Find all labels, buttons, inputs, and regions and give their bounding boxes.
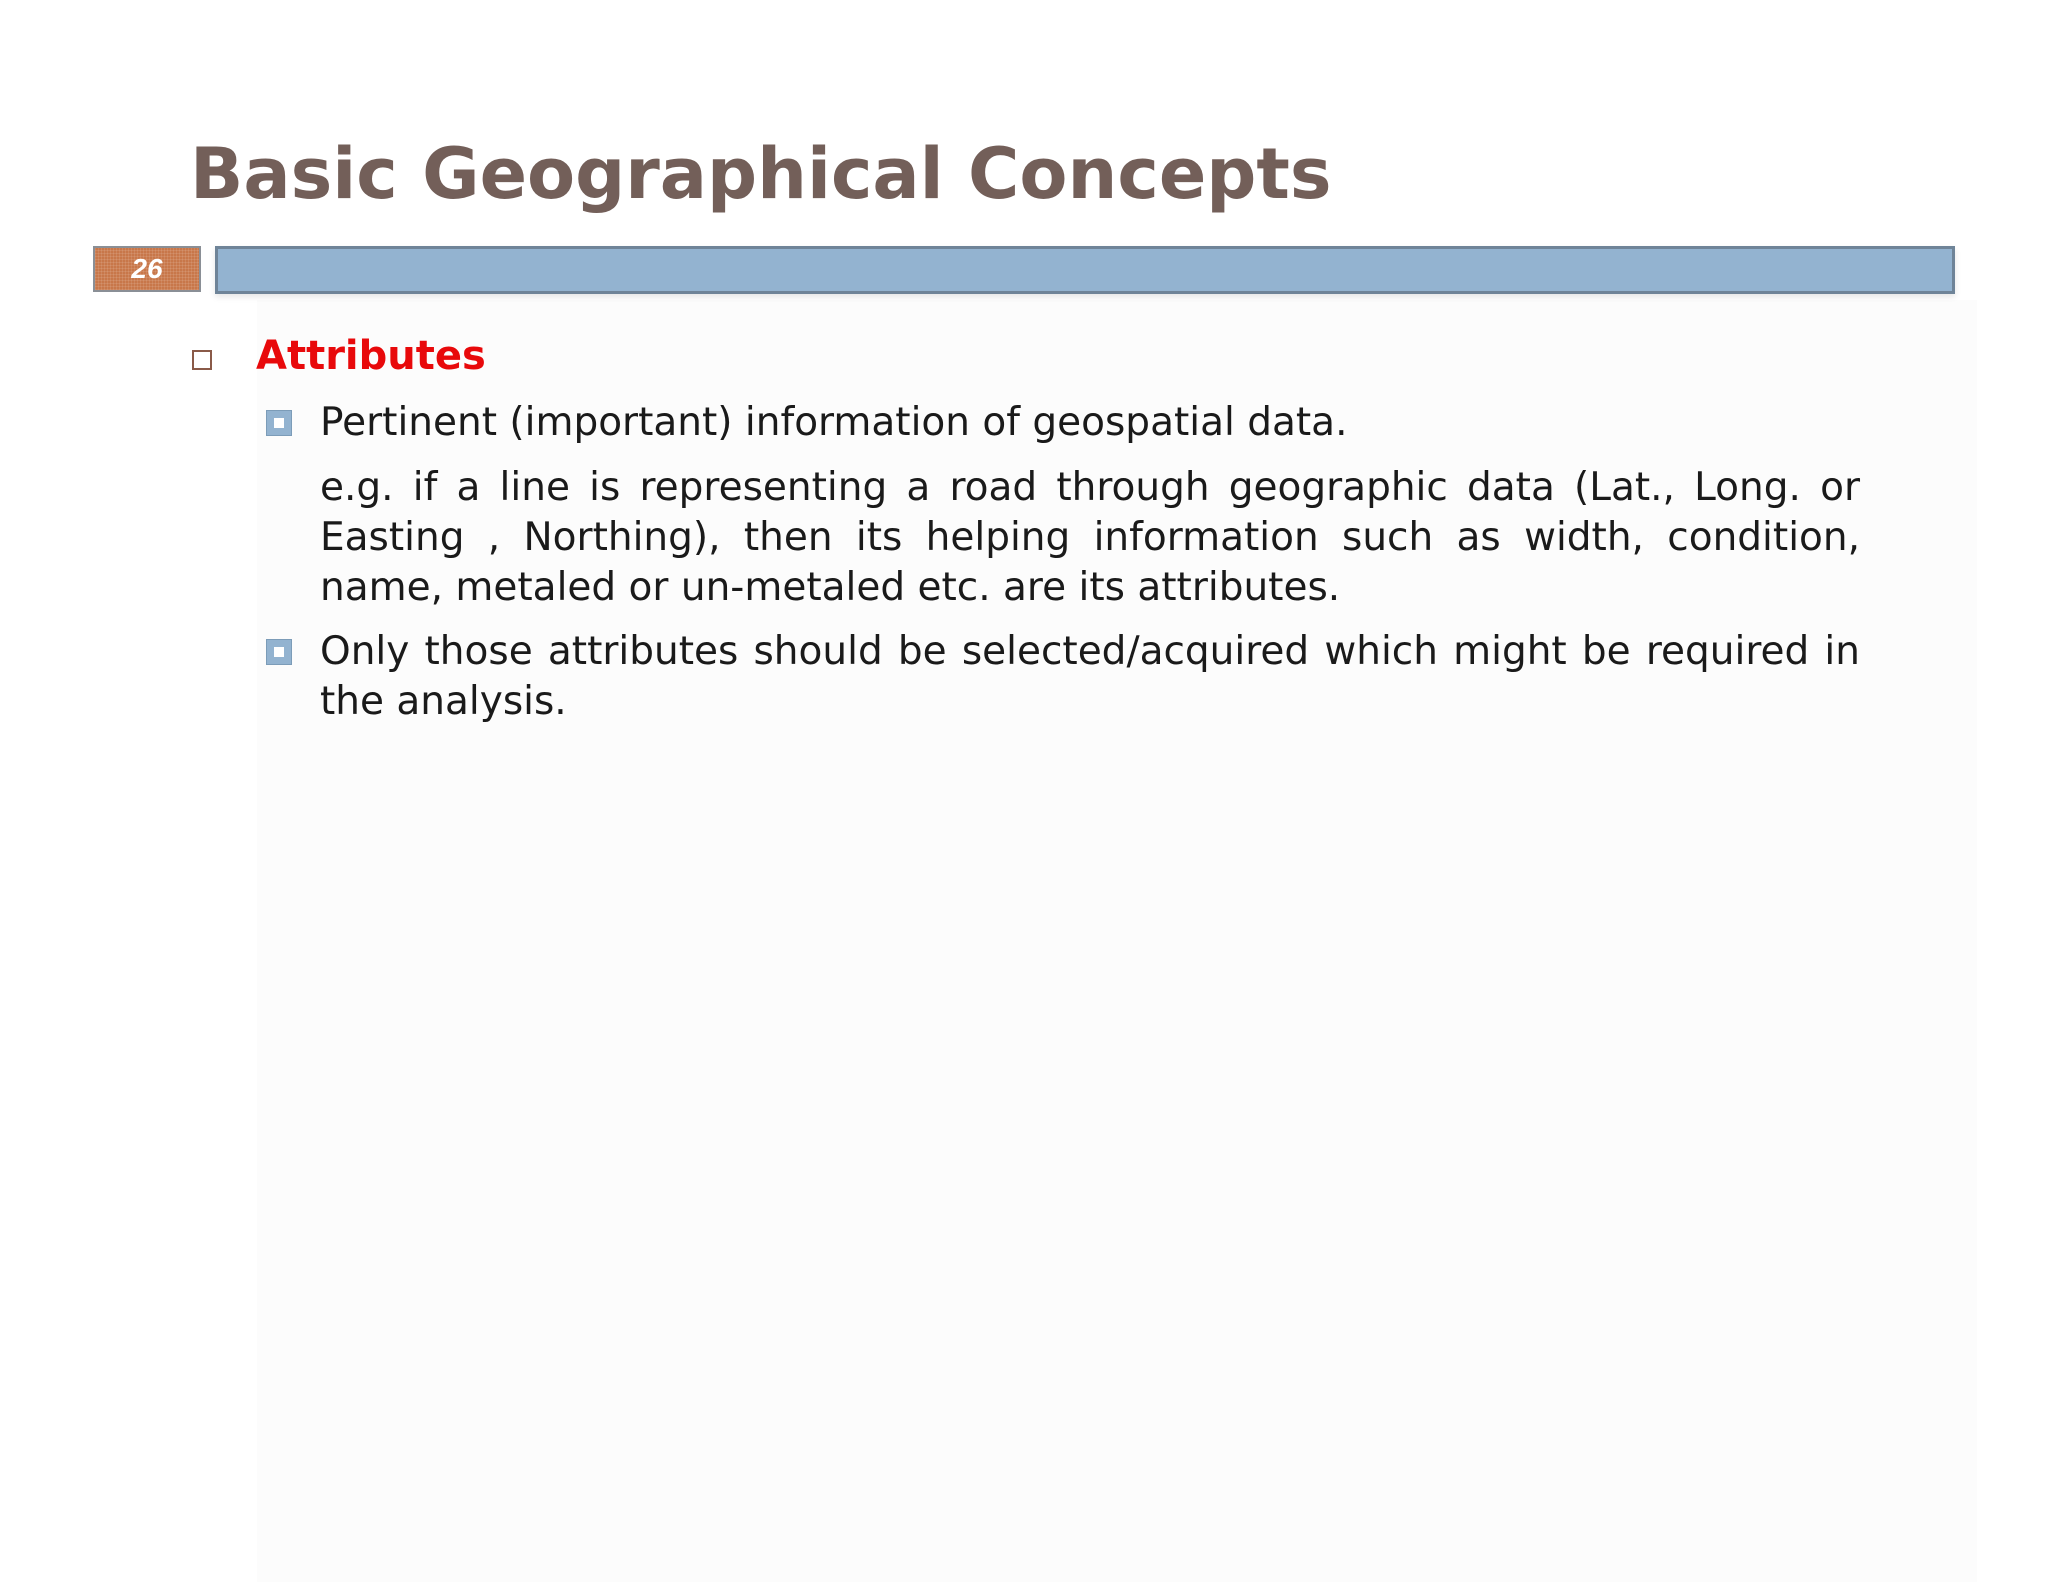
slide-title: Basic Geographical Concepts xyxy=(190,133,1332,215)
blue-square-bullet-icon xyxy=(266,410,292,436)
page-number-badge: 26 xyxy=(93,246,201,292)
header-bar xyxy=(215,246,1955,294)
bullet-selected-attributes: Only those attributes should be selected/acquired which might be required in the analysis. xyxy=(320,629,1860,724)
blue-square-bullet-icon xyxy=(266,639,292,665)
section-heading-attributes: Attributes xyxy=(256,333,486,379)
hollow-square-bullet-icon xyxy=(192,350,212,370)
example-paragraph: e.g. if a line is representing a road through geographic data (Lat., Long. or Easting , Northing), then its helping information such as width, condition, name, metaled or un-metaled etc. are its attributes. xyxy=(320,465,1860,610)
bullet-pertinent-information: Pertinent (important) information of geospatial data. xyxy=(320,400,1348,445)
